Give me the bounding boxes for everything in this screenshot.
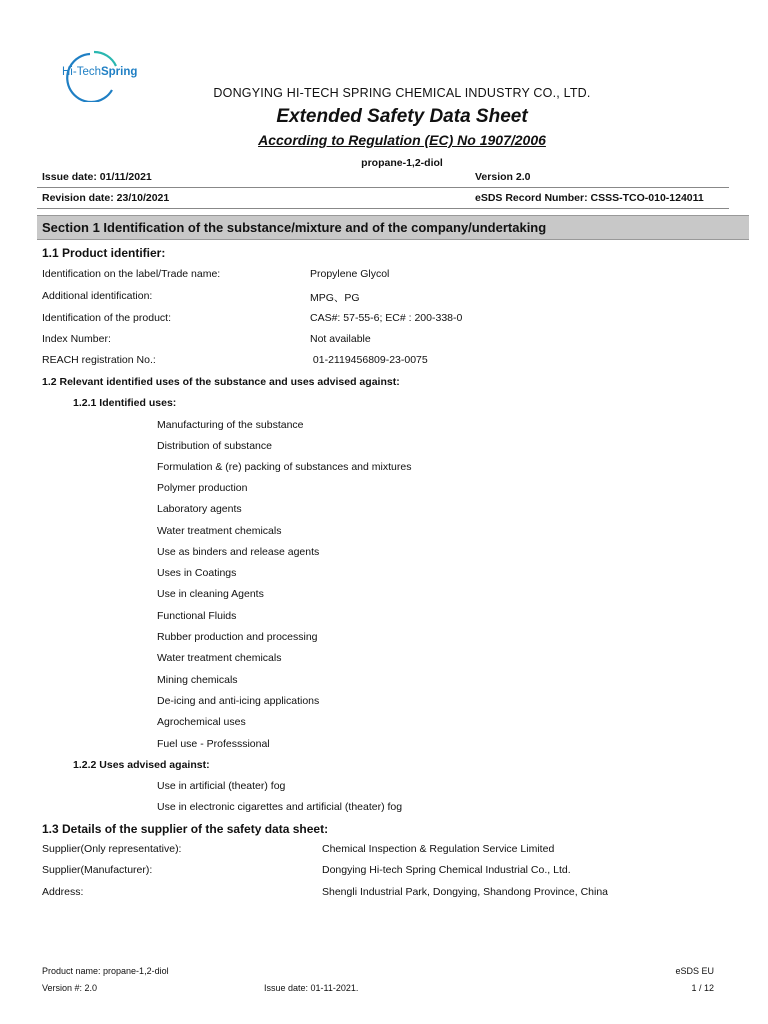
supplier-value: Dongying Hi-tech Spring Chemical Industrial Co., Ltd. [322, 864, 571, 876]
identifier-label: Index Number: [42, 333, 111, 345]
identifier-value: CAS#: 57-55-6; EC# : 200-338-0 [310, 312, 463, 324]
logo-text: Hi-TechSpring [62, 66, 138, 78]
use-item: Use in electronic cigarettes and artificial (theater) fog [157, 801, 403, 813]
supplier-value: Chemical Inspection & Regulation Service Limited [322, 843, 555, 855]
supplier-value: Shengli Industrial Park, Dongying, Shandong Province, China [322, 886, 609, 898]
use-item: Use as binders and release agents [157, 546, 320, 558]
footer-doc-type: eSDS EU [675, 966, 714, 976]
use-item: Water treatment chemicals [157, 652, 282, 664]
supplier-label: Supplier(Manufacturer): [42, 864, 153, 876]
footer-issue-date: Issue date: 01-11-2021. [264, 983, 359, 993]
page-number: 1 / 12 [691, 983, 714, 993]
header-divider [37, 187, 729, 188]
use-item: Rubber production and processing [157, 631, 318, 643]
company-name: DONGYING HI-TECH SPRING CHEMICAL INDUSTRY CO., LTD. [213, 86, 591, 100]
section-1-1-heading: 1.1 Product identifier: [42, 246, 166, 260]
identifier-label: Identification on the label/Trade name: [42, 268, 221, 280]
identifier-label: Identification of the product: [42, 312, 171, 324]
product-name: propane-1,2-diol [361, 157, 443, 169]
use-item: Uses in Coatings [157, 567, 237, 579]
identifier-label: REACH registration No.: [42, 354, 156, 366]
use-item: Formulation & (re) packing of substances and mixtures [157, 461, 412, 473]
use-item: Use in artificial (theater) fog [157, 780, 286, 792]
identifier-value: Propylene Glycol [310, 268, 390, 280]
section-1-3-heading: 1.3 Details of the supplier of the safety data sheet: [42, 822, 329, 836]
use-item: Polymer production [157, 482, 248, 494]
section-1-2-1-heading: 1.2.1 Identified uses: [73, 397, 177, 409]
use-item: Manufacturing of the substance [157, 419, 304, 431]
version: Version 2.0 [475, 171, 531, 183]
use-item: Agrochemical uses [157, 716, 246, 728]
section-1-heading: Section 1 Identification of the substance/mixture and of the company/undertaking [37, 215, 749, 240]
document-subtitle: According to Regulation (EC) No 1907/2006 [258, 132, 546, 148]
use-item: Laboratory agents [157, 503, 242, 515]
header-divider [37, 208, 729, 209]
section-1-2-heading: 1.2 Relevant identified uses of the substance and uses advised against: [42, 376, 400, 388]
use-item: Use in cleaning Agents [157, 588, 264, 600]
supplier-label: Address: [42, 886, 84, 898]
section-1-2-2-heading: 1.2.2 Uses advised against: [73, 759, 210, 771]
document-title: Extended Safety Data Sheet [276, 106, 528, 127]
identifier-value: MPG、PG [310, 292, 360, 304]
footer-product-name: Product name: propane-1,2-diol [42, 966, 169, 976]
use-item: De-icing and anti-icing applications [157, 695, 320, 707]
use-item: Distribution of substance [157, 440, 272, 452]
issue-date: Issue date: 01/11/2021 [42, 171, 152, 183]
supplier-label: Supplier(Only representative): [42, 843, 182, 855]
use-item: Water treatment chemicals [157, 525, 282, 537]
identifier-label: Additional identification: [42, 290, 153, 302]
identifier-value: Not available [310, 333, 371, 345]
use-item: Functional Fluids [157, 610, 237, 622]
use-item: Fuel use - Professsional [157, 738, 270, 750]
record-number: eSDS Record Number: CSSS-TCO-010-124011 [475, 192, 704, 204]
identifier-value: 01-2119456809-23-0075 [310, 354, 428, 366]
use-item: Mining chemicals [157, 674, 238, 686]
footer-version: Version #: 2.0 [42, 983, 98, 993]
revision-date: Revision date: 23/10/2021 [42, 192, 170, 204]
